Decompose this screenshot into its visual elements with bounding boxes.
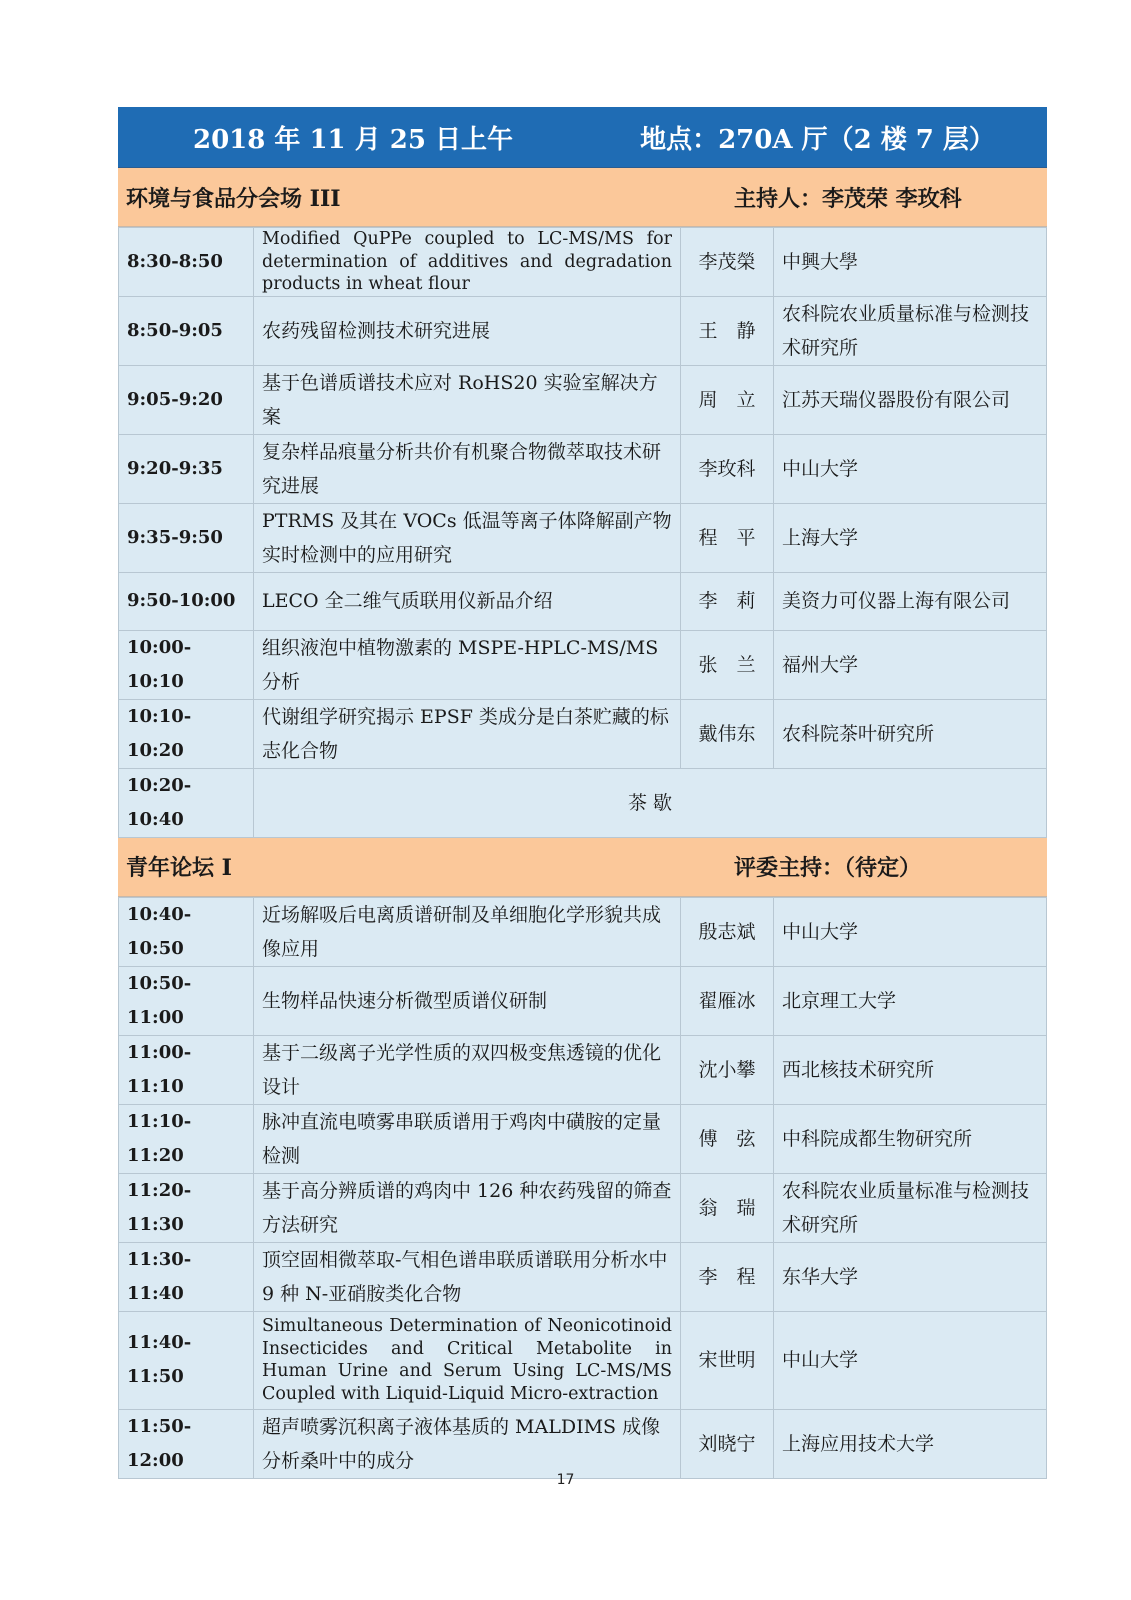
affiliation: 西北核技术研究所 (774, 1035, 1047, 1104)
schedule-table-2 (118, 897, 1047, 1479)
table-row (119, 434, 1047, 503)
speaker-name: 张 兰 (681, 630, 774, 699)
speaker-name: 王 静 (681, 296, 774, 365)
speaker-name: 傅 弦 (681, 1104, 774, 1173)
speaker-name: 殷志斌 (681, 897, 774, 966)
speaker-name: 宋世明 (681, 1311, 774, 1409)
time-cell: 10:00-10:10 (119, 630, 254, 699)
speaker-name: 刘晓宁 (681, 1409, 774, 1478)
time-cell: 11:30-11:40 (119, 1242, 254, 1311)
break-label: 茶 歇 (254, 768, 1047, 837)
table-row (119, 365, 1047, 434)
talk-title: 代谢组学研究揭示 EPSF 类成分是白茶贮藏的标志化合物 (254, 699, 681, 768)
affiliation: 福州大学 (774, 630, 1047, 699)
session-host: 主持人：李茂荣 李玫科 (734, 185, 962, 212)
schedule-header (118, 107, 1047, 168)
session-name: 青年论坛 I (126, 855, 232, 881)
table-row (119, 1104, 1047, 1173)
time-cell: 9:50-10:00 (119, 572, 254, 630)
affiliation: 中科院成都生物研究所 (774, 1104, 1047, 1173)
affiliation: 中興大學 (774, 228, 1047, 297)
table-row (119, 228, 1047, 297)
talk-title: 复杂样品痕量分析共价有机聚合物微萃取技术研究进展 (254, 434, 681, 503)
session-title-bar (118, 168, 1047, 227)
affiliation: 中山大学 (774, 1311, 1047, 1409)
talk-title: 基于色谱质谱技术应对 RoHS20 实验室解决方案 (254, 365, 681, 434)
talk-title: 脉冲直流电喷雾串联质谱用于鸡肉中磺胺的定量检测 (254, 1104, 681, 1173)
talk-title: 近场解吸后电离质谱研制及单细胞化学形貌共成像应用 (254, 897, 681, 966)
affiliation: 江苏天瑞仪器股份有限公司 (774, 365, 1047, 434)
speaker-name: 翁 瑞 (681, 1173, 774, 1242)
talk-title: PTRMS 及其在 VOCs 低温等离子体降解副产物实时检测中的应用研究 (254, 503, 681, 572)
affiliation: 农科院农业质量标准与检测技术研究所 (774, 1173, 1047, 1242)
speaker-name: 戴伟东 (681, 699, 774, 768)
time-cell: 11:20-11:30 (119, 1173, 254, 1242)
speaker-name: 李玫科 (681, 434, 774, 503)
speaker-name: 李 程 (681, 1242, 774, 1311)
table-row (119, 630, 1047, 699)
time-cell: 10:40-10:50 (119, 897, 254, 966)
time-cell: 10:20-10:40 (119, 768, 254, 837)
talk-title: Simultaneous Determination of Neonicotinoid Insecticides and Critical Metabolite in Human Urine and Serum Using LC-MS/MS Coupled with Liquid-Liquid Micro-extraction (254, 1311, 681, 1409)
talk-title: 农药残留检测技术研究进展 (254, 296, 681, 365)
affiliation: 农科院茶叶研究所 (774, 699, 1047, 768)
speaker-name: 沈小攀 (681, 1035, 774, 1104)
time-cell: 9:20-9:35 (119, 434, 254, 503)
time-cell: 11:10-11:20 (119, 1104, 254, 1173)
time-cell: 8:30-8:50 (119, 228, 254, 297)
speaker-name: 周 立 (681, 365, 774, 434)
table-row (119, 572, 1047, 630)
time-cell: 9:05-9:20 (119, 365, 254, 434)
table-row (119, 1173, 1047, 1242)
session-location: 地点：270A 厅（2 楼 7 层） (640, 124, 995, 155)
speaker-name: 李茂榮 (681, 228, 774, 297)
time-cell: 9:35-9:50 (119, 503, 254, 572)
table-row (119, 966, 1047, 1035)
schedule-sheet (118, 107, 1047, 1479)
affiliation: 农科院农业质量标准与检测技术研究所 (774, 296, 1047, 365)
affiliation: 东华大学 (774, 1242, 1047, 1311)
session-name: 环境与食品分会场 III (126, 185, 341, 212)
table-row (119, 503, 1047, 572)
time-cell: 10:50-11:00 (119, 966, 254, 1035)
affiliation: 中山大学 (774, 434, 1047, 503)
talk-title: 顶空固相微萃取-气相色谱串联质谱联用分析水中 9 种 N-亚硝胺类化合物 (254, 1242, 681, 1311)
session-title-bar (118, 838, 1047, 897)
session-date: 2018 年 11 月 25 日上午 (193, 124, 513, 155)
talk-title: 超声喷雾沉积离子液体基质的 MALDIMS 成像分析桑叶中的成分 (254, 1409, 681, 1478)
affiliation: 中山大学 (774, 897, 1047, 966)
speaker-name: 程 平 (681, 503, 774, 572)
speaker-name: 翟雁冰 (681, 966, 774, 1035)
talk-title: LECO 全二维气质联用仪新品介绍 (254, 572, 681, 630)
table-row (119, 1311, 1047, 1409)
table-row (119, 296, 1047, 365)
table-row (119, 1242, 1047, 1311)
talk-title: 基于二级离子光学性质的双四极变焦透镜的优化设计 (254, 1035, 681, 1104)
time-cell: 11:50-12:00 (119, 1409, 254, 1478)
table-row (119, 897, 1047, 966)
page-number: 17 (556, 1472, 575, 1488)
speaker-name: 李 莉 (681, 572, 774, 630)
affiliation: 美资力可仪器上海有限公司 (774, 572, 1047, 630)
break-row (119, 768, 1047, 837)
schedule-table-1 (118, 227, 1047, 838)
time-cell: 8:50-9:05 (119, 296, 254, 365)
affiliation: 北京理工大学 (774, 966, 1047, 1035)
talk-title: 基于高分辨质谱的鸡肉中 126 种农药残留的筛查方法研究 (254, 1173, 681, 1242)
affiliation: 上海应用技术大学 (774, 1409, 1047, 1478)
time-cell: 11:40-11:50 (119, 1311, 254, 1409)
talk-title: 组织液泡中植物激素的 MSPE-HPLC-MS/MS 分析 (254, 630, 681, 699)
table-row (119, 1409, 1047, 1478)
time-cell: 10:10-10:20 (119, 699, 254, 768)
talk-title: Modified QuPPe coupled to LC-MS/MS for determination of additives and degradation products in wheat flour (254, 228, 681, 297)
table-row (119, 1035, 1047, 1104)
talk-title: 生物样品快速分析微型质谱仪研制 (254, 966, 681, 1035)
affiliation: 上海大学 (774, 503, 1047, 572)
session-host: 评委主持：（待定） (734, 855, 922, 881)
time-cell: 11:00-11:10 (119, 1035, 254, 1104)
table-row (119, 699, 1047, 768)
